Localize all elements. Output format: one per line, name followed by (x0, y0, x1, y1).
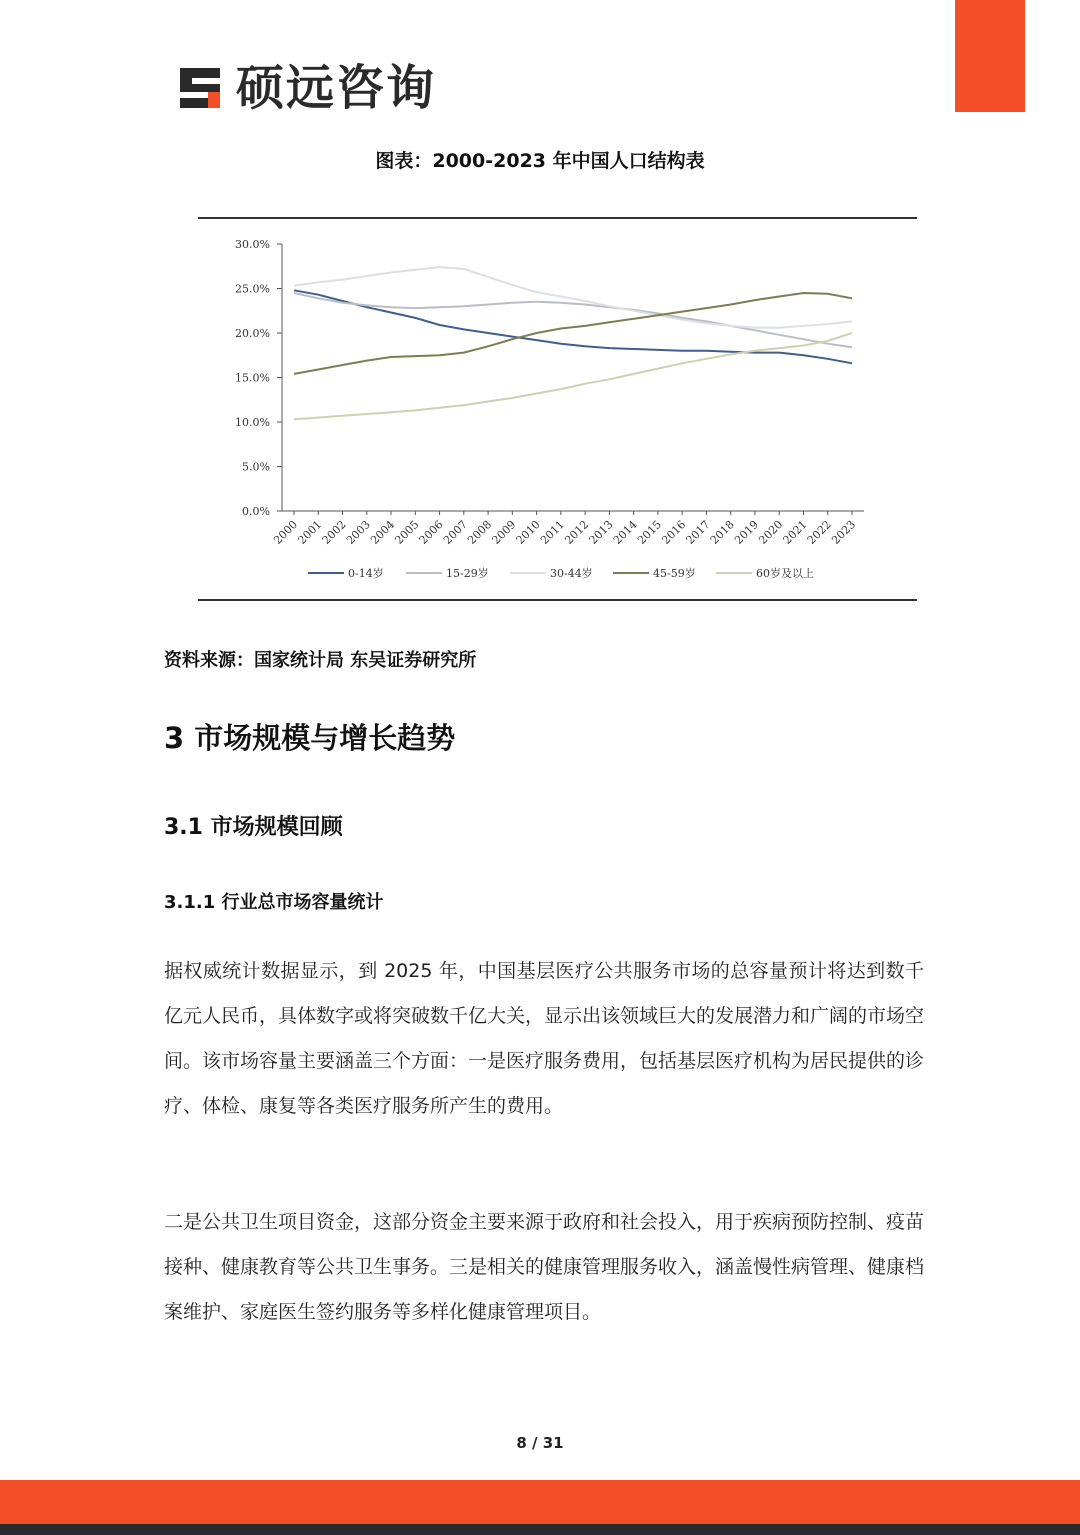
x-tick-label: 2007 (440, 517, 470, 547)
x-tick-label: 2022 (804, 517, 834, 547)
x-tick-label: 2015 (635, 517, 665, 547)
x-tick-label: 2004 (368, 517, 398, 547)
section-heading: 3 市场规模与增长趋势 (164, 721, 456, 755)
x-tick-label: 2005 (392, 517, 422, 547)
legend-label: 15-29岁 (446, 567, 489, 580)
footer-accent-bar (0, 1480, 1080, 1524)
y-tick-label: 20.0% (235, 327, 270, 340)
x-tick-label: 2003 (343, 517, 373, 547)
x-tick-label: 2021 (780, 517, 810, 547)
x-tick-label: 2020 (756, 517, 786, 547)
population-structure-chart (198, 222, 917, 600)
y-tick-label: 30.0% (235, 238, 270, 251)
legend-label: 30-44岁 (550, 567, 593, 580)
corner-accent-block (955, 0, 1025, 112)
x-tick-label: 2001 (295, 517, 325, 547)
x-tick-label: 2011 (537, 517, 567, 547)
page-number: 8 / 31 (516, 1434, 564, 1452)
x-tick-label: 2008 (465, 517, 495, 547)
x-tick-label: 2000 (271, 517, 301, 547)
subsubsection-heading: 3.1.1 行业总市场容量统计 (164, 892, 384, 913)
legend-label: 60岁及以上 (756, 567, 814, 580)
legend-label: 45-59岁 (653, 567, 696, 580)
x-tick-label: 2016 (659, 517, 689, 547)
x-tick-label: 2006 (416, 517, 446, 547)
figure-source: 资料来源：国家统计局 东吴证券研究所 (164, 650, 477, 671)
paragraph-market-capacity: 据权威统计数据显示，到 2025 年，中国基层医疗公共服务市场的总容量预计将达到数千亿元人民币，具体数字或将突破数千亿大关，显示出该领域巨大的发展潜力和广阔的市场空间。该市场容量主要涵盖三个方面：一是医疗服务费用，包括基层医疗机构为居民提供的诊疗、体检、康复等各类医疗服务所产生的费用。 (164, 960, 925, 1117)
paragraph-public-health: 二是公共卫生项目资金，这部分资金主要来源于政府和社会投入，用于疾病预防控制、疫苗接种、健康教育等公共卫生事务。三是相关的健康管理服务收入，涵盖慢性病管理、健康档案维护、家庭医生签约服务等多样化健康管理项目。 (164, 1211, 925, 1323)
y-tick-label: 10.0% (235, 416, 270, 429)
legend-label: 0-14岁 (348, 567, 384, 580)
x-tick-label: 2017 (683, 517, 713, 547)
series-line (294, 293, 852, 347)
y-tick-label: 5.0% (242, 460, 270, 474)
x-tick-label: 2019 (732, 517, 762, 547)
brand-name: 硕远咨询 (236, 60, 437, 116)
chart-top-rule (198, 217, 917, 219)
x-tick-label: 2010 (513, 517, 543, 547)
s-logo-icon (176, 64, 228, 112)
footer-dark-strip (0, 1524, 1080, 1535)
y-tick-label: 0.0% (242, 505, 270, 518)
x-tick-label: 2013 (586, 517, 616, 547)
chart-bottom-rule (198, 599, 917, 601)
figure-title: 图表：2000-2023 年中国人口结构表 (375, 150, 705, 172)
x-tick-label: 2009 (489, 517, 519, 547)
brand-logo (176, 60, 436, 116)
y-tick-label: 15.0% (235, 371, 270, 385)
x-tick-label: 2002 (319, 517, 349, 547)
subsection-heading: 3.1 市场规模回顾 (164, 815, 343, 840)
x-tick-label: 2012 (562, 517, 592, 547)
x-tick-label: 2023 (829, 517, 859, 547)
x-tick-label: 2018 (707, 517, 737, 547)
x-tick-label: 2014 (610, 517, 640, 547)
y-tick-label: 25.0% (235, 282, 270, 296)
